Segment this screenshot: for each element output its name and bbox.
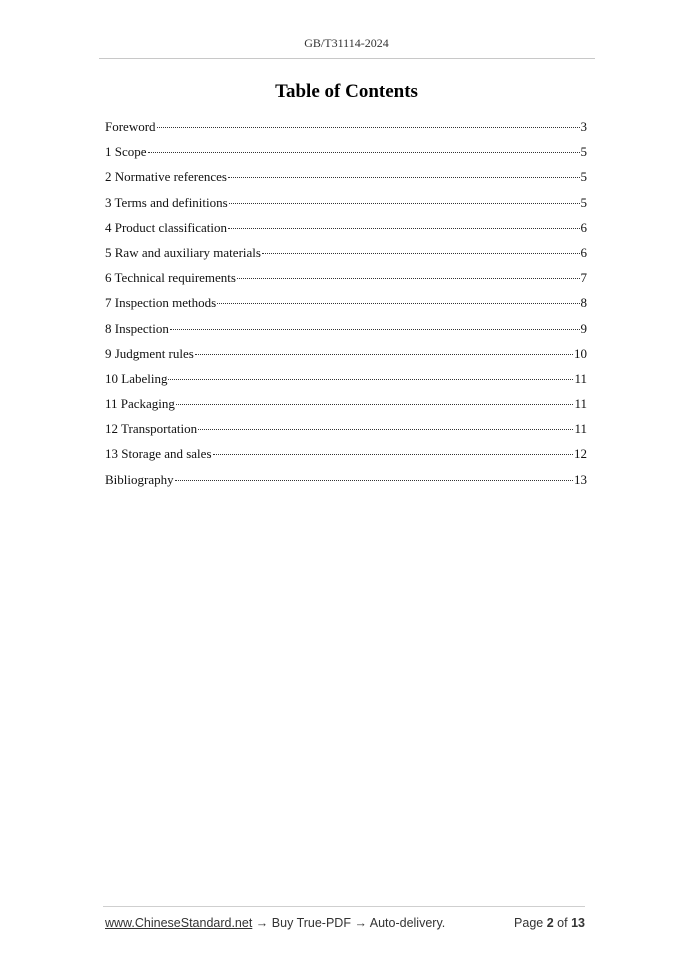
toc-entry-raw-and-auxiliary-materials[interactable] [105,243,587,268]
toc-entry-inspection-methods[interactable] [105,293,587,318]
toc-entry-terms-and-definitions[interactable] [105,193,587,218]
toc-entry-label: 5 Raw and auxiliary materials [105,244,261,260]
toc-entry-storage-and-sales[interactable] [105,444,587,469]
toc-entry-page: 11 [574,421,587,437]
toc-list [105,117,587,495]
toc-entry-page: 6 [580,219,587,235]
toc-entry-page: 7 [580,270,587,286]
toc-entry-bibliography[interactable] [105,470,587,495]
toc-leader-dots [213,454,573,455]
footer-divider [103,906,585,907]
page-indicator [514,916,585,930]
toc-leader-dots [237,278,580,279]
toc-entry-page: 12 [574,446,587,462]
total-pages-number: 13 [571,916,585,930]
buy-pdf-text: Buy True-PDF [271,916,351,930]
toc-leader-dots [148,152,580,153]
toc-entry-label: 7 Inspection methods [105,295,217,311]
toc-entry-product-classification[interactable] [105,218,587,243]
toc-entry-packaging[interactable] [105,394,587,419]
header-divider [99,58,595,59]
toc-entry-normative-references[interactable] [105,167,587,192]
toc-entry-page: 8 [580,295,587,311]
toc-entry-label: 9 Judgment rules [105,345,194,361]
toc-entry-foreword[interactable] [105,117,587,142]
toc-leader-dots [170,329,580,330]
toc-entry-label: 2 Normative references [105,169,227,185]
arrow-right-icon: → [255,916,269,930]
toc-leader-dots [176,404,574,405]
toc-entry-label: 8 Inspection [105,320,169,336]
toc-entry-page: 3 [580,119,587,134]
toc-entry-page: 5 [580,144,587,160]
toc-entry-page: 11 [574,396,587,412]
toc-entry-scope[interactable] [105,142,587,167]
toc-leader-dots [175,480,573,481]
toc-entry-label: 1 Scope [105,144,147,160]
page-word: Page [514,916,544,930]
toc-entry-technical-requirements[interactable] [105,268,587,293]
footer-promo [105,916,445,930]
auto-delivery-text: Auto-delivery. [369,916,446,930]
toc-entry-label: Bibliography [105,471,174,487]
site-link[interactable]: www.ChineseStandard.net [105,916,253,930]
toc-leader-dots [228,228,579,229]
toc-leader-dots [168,379,573,380]
toc-leader-dots [229,203,580,204]
toc-entry-label: 12 Transportation [105,421,198,437]
toc-entry-page: 13 [574,471,587,487]
toc-leader-dots [228,177,580,178]
page-footer [105,916,585,934]
toc-leader-dots [217,303,579,304]
current-page-number: 2 [546,916,554,930]
toc-entry-page: 5 [580,169,587,185]
toc-entry-page: 11 [574,370,587,386]
toc-leader-dots [198,429,573,430]
toc-leader-dots [262,253,580,254]
toc-entry-label: 11 Packaging [105,396,175,412]
arrow-right-icon: → [354,916,367,930]
of-word: of [557,916,568,930]
toc-entry-label: Foreword [105,119,156,134]
standard-code-header: GB/T31114-2024 [304,36,389,50]
toc-entry-page: 6 [580,244,587,260]
toc-title: Table of Contents [275,81,418,102]
toc-entry-label: 3 Terms and definitions [105,194,228,210]
toc-entry-page: 10 [574,345,587,361]
toc-leader-dots [195,354,573,355]
toc-entry-labeling[interactable] [105,369,587,394]
toc-entry-label: 13 Storage and sales [105,446,212,462]
toc-leader-dots [157,127,580,128]
toc-entry-label: 6 Technical requirements [105,270,236,286]
toc-entry-label: 10 Labeling [105,370,168,386]
toc-entry-label: 4 Product classification [105,219,228,235]
toc-entry-transportation[interactable] [105,419,587,444]
toc-entry-page: 5 [580,194,587,210]
toc-entry-page: 9 [580,320,587,336]
toc-entry-judgment-rules[interactable] [105,344,587,369]
toc-entry-inspection[interactable] [105,319,587,344]
